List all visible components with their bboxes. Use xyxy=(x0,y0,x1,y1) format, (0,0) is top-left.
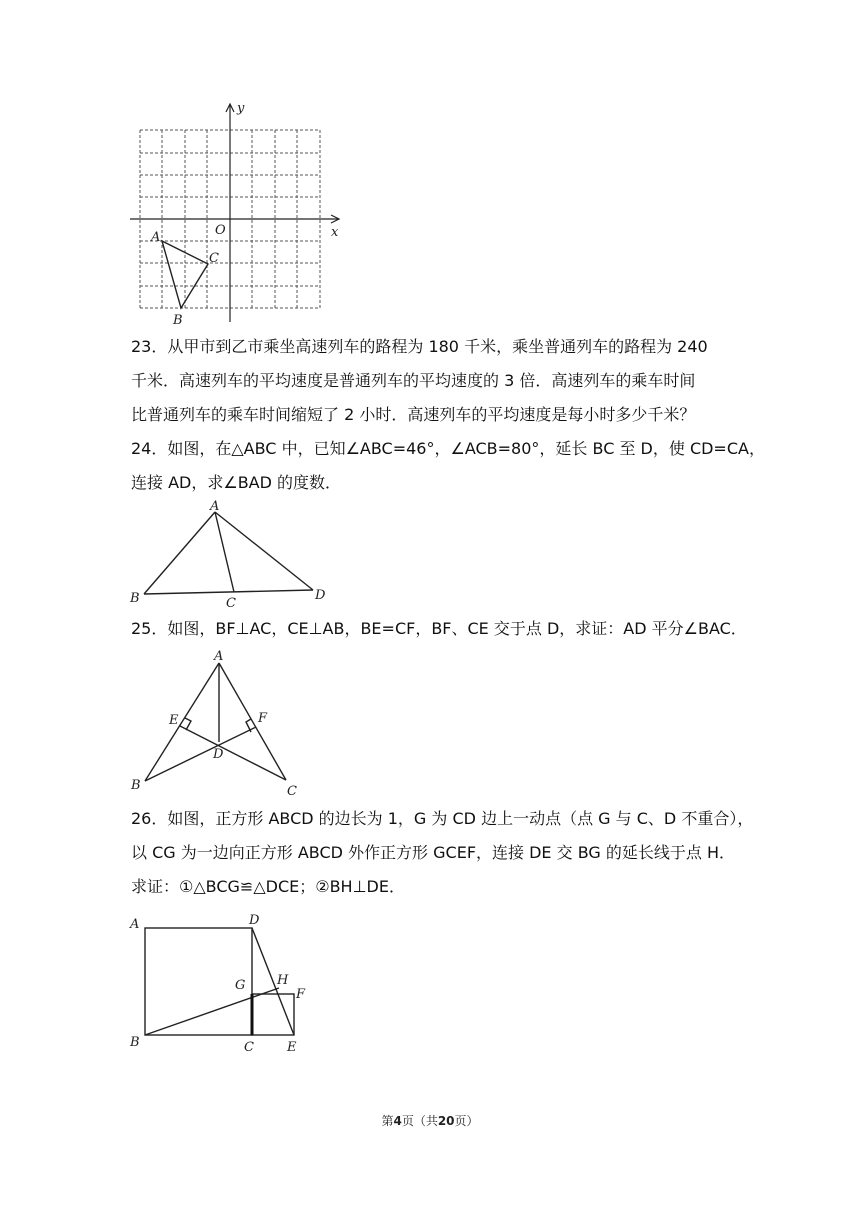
segment-ab xyxy=(144,512,215,594)
label-a: A xyxy=(210,499,220,514)
problem-24-line-2: 连接 AD，求∠BAD 的度数． xyxy=(131,473,342,492)
problem-26-line-3: 求证：①△BCG≌△DCE；②BH⊥DE． xyxy=(131,877,405,896)
problem-25 xyxy=(131,612,747,646)
problem-23-line-2: 千米．高速列车的平均速度是普通列车的平均速度的 3 倍．高速列车的乘车时间 xyxy=(131,371,696,390)
point-c-label: C xyxy=(209,251,219,266)
problem-26-line-1: 26．如图，正方形 ABCD 的边长为 1，G 为 CD 边上一动点（点 G 与 C、D 不重合）， xyxy=(131,809,754,828)
page-footer xyxy=(0,1112,860,1129)
problem-26 xyxy=(131,802,754,904)
problem-23 xyxy=(131,330,741,432)
footer-prefix: 第 xyxy=(381,1114,394,1128)
problem-24 xyxy=(131,432,765,500)
problem-24-line-1: 24．如图，在△ABC 中，已知∠ABC=46°，∠ACB=80°，延长 BC 至 D，使 CD=CA， xyxy=(131,439,765,458)
origin-label: O xyxy=(215,223,226,238)
label-b: B xyxy=(131,778,141,793)
squares-figure xyxy=(125,910,325,1058)
label-f: F xyxy=(296,987,306,1002)
bisector-figure xyxy=(125,646,315,798)
label-e: E xyxy=(287,1040,297,1055)
y-axis-label: y xyxy=(237,101,245,116)
label-b: B xyxy=(130,591,140,606)
footer-suffix: 页） xyxy=(454,1114,479,1128)
axes xyxy=(130,104,339,322)
label-g: G xyxy=(235,978,246,993)
problem-26-line-2: 以 CG 为一边向正方形 ABCD 外作正方形 GCEF，连接 DE 交 BG 的延长线于点 H． xyxy=(131,843,736,862)
problem-23-line-3: 比普通列车的乘车时间缩短了 2 小时．高速列车的平均速度是每小时多少千米？ xyxy=(131,405,696,424)
label-c: C xyxy=(226,596,236,611)
label-a: A xyxy=(214,649,224,664)
label-d: D xyxy=(315,588,326,603)
footer-page-number: 4 xyxy=(393,1114,402,1128)
triangle-abd-figure xyxy=(125,498,345,613)
label-f: F xyxy=(258,711,268,726)
segment-bh xyxy=(145,988,279,1035)
label-d: D xyxy=(213,747,224,762)
problem-25-line-1: 25．如图，BF⊥AC，CE⊥AB，BE=CF，BF、CE 交于点 D，求证：AD 平分∠BAC． xyxy=(131,619,747,638)
label-a: A xyxy=(130,917,140,932)
label-h: H xyxy=(277,973,289,988)
segment-bd xyxy=(144,590,313,594)
label-c: C xyxy=(244,1040,254,1055)
square-gcef xyxy=(252,994,294,1035)
right-angle-mark-e xyxy=(185,718,191,730)
label-b: B xyxy=(130,1035,140,1050)
coordinate-grid-figure xyxy=(125,98,355,330)
footer-middle: 页（共 xyxy=(401,1114,438,1128)
segment-ad xyxy=(215,512,313,590)
footer-total-pages: 20 xyxy=(437,1114,455,1128)
label-c: C xyxy=(287,784,297,798)
point-b-label: B xyxy=(173,313,183,328)
problem-23-line-1: 23．从甲市到乙市乘坐高速列车的路程为 180 千米，乘坐普通列车的路程为 240 xyxy=(131,337,708,356)
x-axis-label: x xyxy=(331,225,339,240)
label-e: E xyxy=(169,713,179,728)
label-d: D xyxy=(249,913,260,928)
point-a-label: A xyxy=(151,230,161,245)
